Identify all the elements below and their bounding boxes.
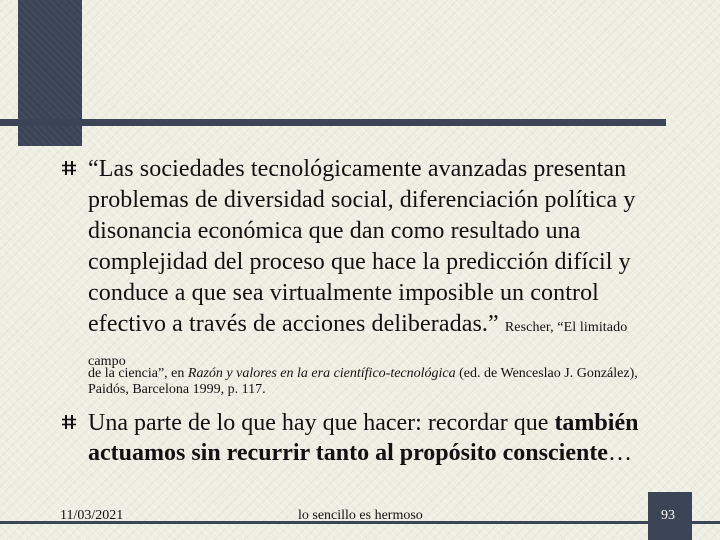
second-text-end: … xyxy=(607,440,632,466)
citation-text-b: (ed. de Wenceslao J. González), Paidós, Barcelona 1999, p. 117. xyxy=(88,366,638,397)
page-number: 93 xyxy=(661,508,675,523)
footer-title: lo sencillo es hermoso xyxy=(298,508,423,523)
citation-book-title: Razón y valores en la era científico-tecnológica xyxy=(187,366,456,381)
citation-continuation xyxy=(88,366,668,398)
quote-main-text: “Las sociedades tecnológicamente avanzadas presentan problemas de diversidad social, diferenciación política y disonancia económica que dan como resultado una complejidad del proceso que hace la predicción difícil y conduce a que sea virtualmente imposible un control efectivo a través de acciones deliberadas.” xyxy=(88,156,636,337)
second-text-start: Una parte de lo que hay que hacer: recordar que xyxy=(88,410,555,436)
citation-start: Rescher, “El limitado campo xyxy=(88,320,628,369)
hash-bullet-icon xyxy=(62,161,76,175)
top-divider xyxy=(0,119,666,126)
hash-bullet-icon xyxy=(62,415,76,429)
quote-paragraph xyxy=(88,154,668,377)
page-number-box xyxy=(648,492,692,540)
footer-date: 11/03/2021 xyxy=(60,508,124,523)
second-text-bold: también actuamos sin recurrir tanto al propósito consciente xyxy=(88,410,639,466)
second-paragraph xyxy=(88,408,668,468)
citation-text-a: de la ciencia”, en xyxy=(88,366,188,381)
